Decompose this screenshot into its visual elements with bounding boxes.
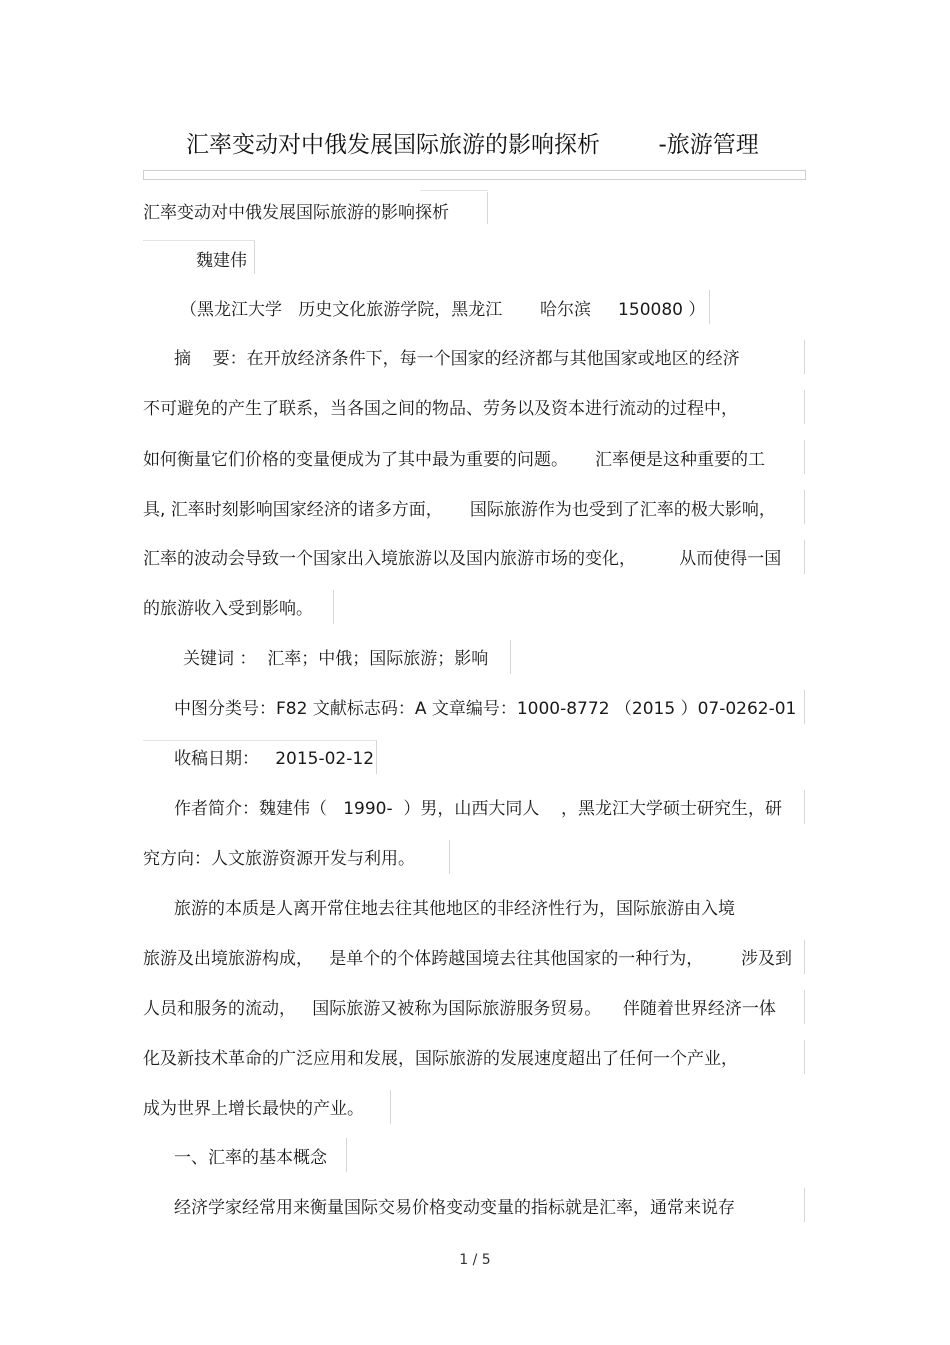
section-heading: 一、汇率的基本概念 [174,1148,327,1168]
section-paragraph-line: 经济学家经常用来衡量国际交易价格变动变量的指标就是汇率，通常来说存 [174,1198,735,1218]
classification-info: 中图分类号：F82 文献标志码：A 文章编号：1000-8772 （2015 ）07-0262-01 [174,699,797,719]
cell-border [804,690,805,724]
cell-border [510,640,511,674]
cell-border [804,1188,805,1222]
affiliation: （黑龙江大学 历史文化旅游学院，黑龙江 哈尔滨 150080 ） [180,300,706,320]
bio-line: 作者简介：魏建伟（ 1990- ）男，山西大同人 ，黑龙江大学硕士研究生，研 [174,799,783,819]
abstract-line: 具, 汇率时刻影响国家经济的诸多方面， 国际旅游作为也受到了汇率的极大影响， [143,500,776,520]
cell-border [143,240,255,241]
header-title: 汇率变动对中俄发展国际旅游的影响探析 -旅游管理 [186,132,759,158]
cell-border [143,740,377,741]
body-line: 旅游的本质是人离开常住地去往其他地区的非经济性行为，国际旅游由入境 [174,899,735,919]
cell-border [376,740,377,774]
cell-border [420,190,488,191]
cell-border [254,240,255,274]
author-name: 魏建伟 [196,251,247,271]
bio-line: 究方向：人文旅游资源开发与利用。 [143,849,415,869]
cell-border [804,940,805,974]
cell-border [333,590,334,624]
body-line: 人员和服务的流动， 国际旅游又被称为国际旅游服务贸易。 伴随着世界经济一体 [143,999,776,1019]
abstract-line: 汇率的波动会导致一个国家出入境旅游以及国内旅游市场的变化， 从而使得一国 [143,549,782,569]
cell-border [804,490,805,524]
title-separator [143,170,806,180]
abstract-line: 如何衡量它们价格的变量便成为了其中最为重要的问题。 汇率便是这种重要的工 [143,450,766,470]
cell-border [804,390,805,424]
received-date: 收稿日期： 2015-02-12 [174,749,375,769]
body-line: 化及新技术革命的广泛应用和发展，国际旅游的发展速度超出了任何一个产业， [143,1049,738,1069]
abstract-line: 摘 要：在开放经济条件下，每一个国家的经济都与其他国家或地区的经济 [174,349,740,369]
cell-border [804,1040,805,1074]
page-number: 1 / 5 [459,1252,491,1268]
cell-border [390,1090,391,1124]
keywords: 关键词 ： 汇率；中俄；国际旅游；影响 [183,649,489,669]
cell-border [804,990,805,1024]
body-line: 成为世界上增长最快的产业。 [143,1099,364,1119]
cell-border [804,440,805,474]
cell-border [804,340,805,374]
cell-border [487,192,488,224]
body-line: 旅游及出境旅游构成， 是单个的个体跨越国境去往其他国家的一种行为， 涉及到 [143,949,793,969]
abstract-line: 不可避免的产生了联系，当各国之间的物品、劳务以及资本进行流动的过程中， [143,399,738,419]
cell-border [804,790,805,824]
cell-border [804,540,805,574]
cell-border [709,290,710,324]
abstract-line: 的旅游收入受到影响。 [143,599,313,619]
cell-border [346,1138,347,1172]
cell-border [449,840,450,874]
article-title: 汇率变动对中俄发展国际旅游的影响探析 [143,203,449,223]
